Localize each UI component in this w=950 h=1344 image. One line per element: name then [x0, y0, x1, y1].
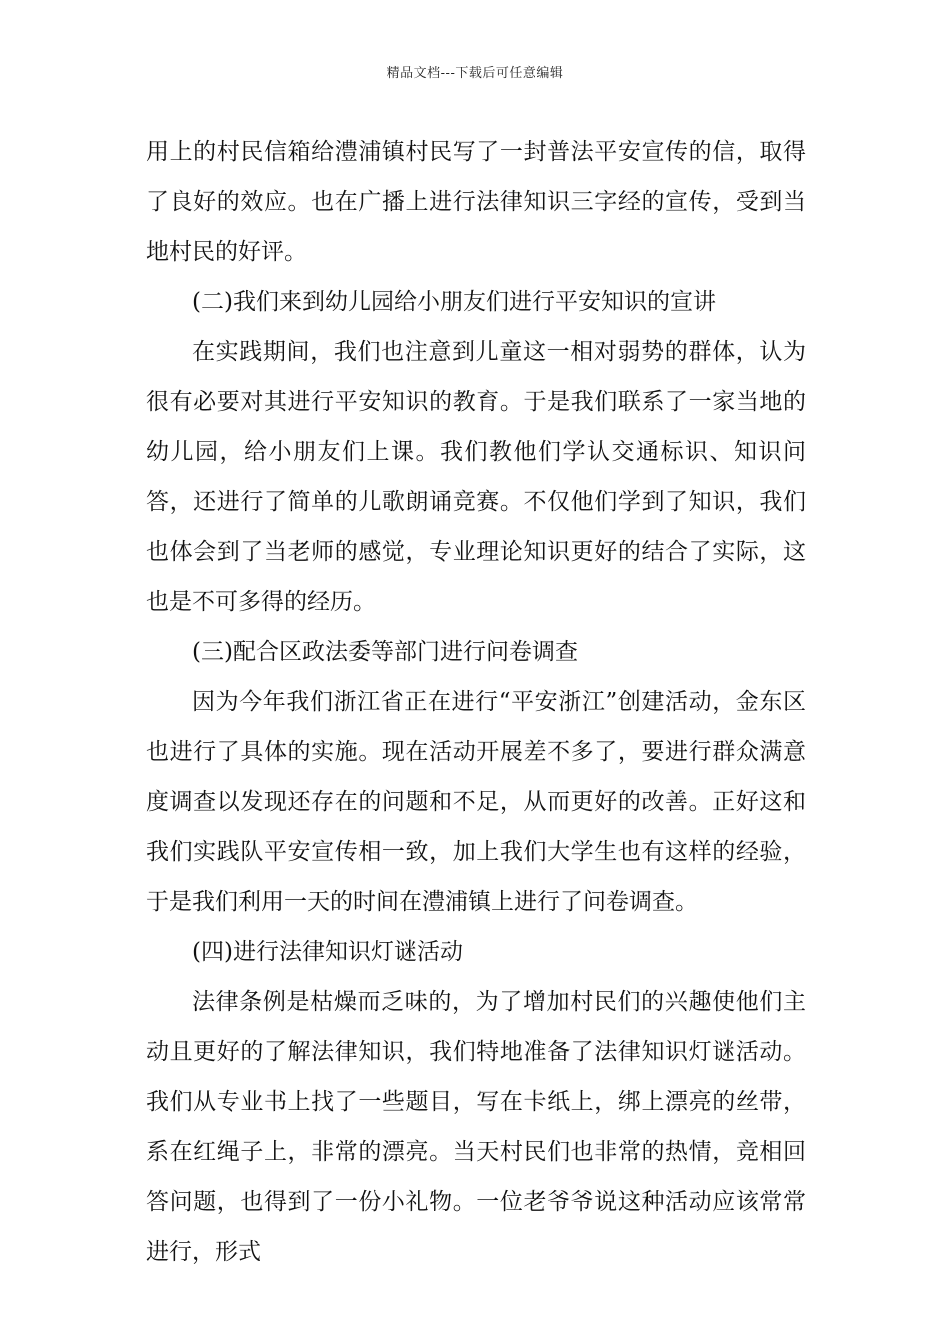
paragraph-riddles: 法律条例是枯燥而乏味的，为了增加村民们的兴趣使他们主动且更好的了解法律知识，我们特地准备了法律知识灯谜活动。我们从专业书上找了一些题目，写在卡纸上，绑上漂亮的丝带，系在红绳子上，非常的漂亮。当天村民们也非常的热情，竞相回答问题，也得到了一份小礼物。一位老爷爷说这种活动应该常常进行，形式: [146, 989, 806, 1265]
paragraph-continuation: 用上的村民信箱给澧浦镇村民写了一封普法平安宣传的信，取得了良好的效应。也在广播上进行法律知识三字经的宣传，受到当地村民的好评。: [146, 139, 806, 265]
paragraph-survey: 因为今年我们浙江省正在进行“平安浙江”创建活动，金东区也进行了具体的实施。现在活动开展差不多了，要进行群众满意度调查以发现还存在的问题和不足，从而更好的改善。正好这和我们实践队平安宣传相一致，加上我们大学生也有这样的经验，于是我们利用一天的时间在澧浦镇上进行了问卷调查。: [146, 689, 806, 915]
paragraph-kindergarten: 在实践期间，我们也注意到儿童这一相对弱势的群体，认为很有必要对其进行平安知识的教育。于是我们联系了一家当地的幼儿园，给小朋友们上课。我们教他们学认交通标识、知识问答，还进行了简单的儿歌朗诵竞赛。不仅他们学到了知识，我们也体会到了当老师的感觉，专业理论知识更好的结合了实际，这也是不可多得的经历。: [146, 339, 806, 615]
section-heading-4: (四)进行法律知识灯谜活动: [192, 939, 463, 965]
section-heading-3: (三)配合区政法委等部门进行问卷调查: [192, 639, 578, 665]
document-body: [146, 127, 806, 1277]
page-header: 精品文档---下载后可任意编辑: [386, 66, 564, 81]
section-heading-2: (二)我们来到幼儿园给小朋友们进行平安知识的宣讲: [192, 289, 716, 315]
